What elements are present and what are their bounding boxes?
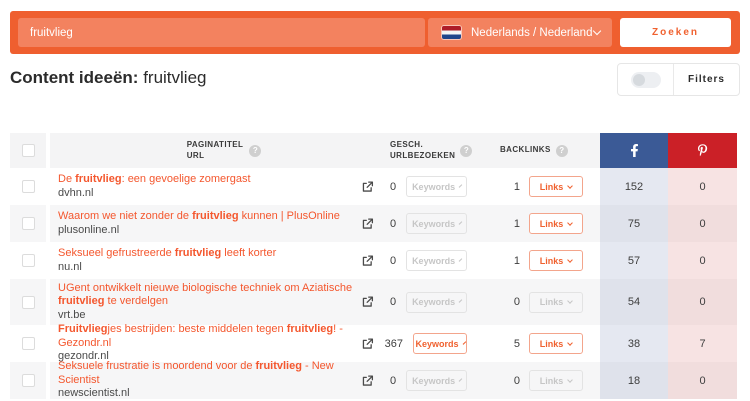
links-button-label: Links <box>539 297 564 307</box>
chevron-down-icon <box>459 184 463 188</box>
keywords-button[interactable] <box>406 292 467 313</box>
toggle-switch[interactable] <box>631 72 661 88</box>
column-visits-label-2: URLBEZOEKEN <box>390 150 456 160</box>
table-row <box>10 168 737 205</box>
netherlands-flag-icon <box>442 26 461 39</box>
language-selector[interactable] <box>428 18 612 47</box>
chevron-down-icon <box>567 377 573 383</box>
result-title[interactable]: UGent ontwikkelt nieuwe biologische techniek om Aziatische fruitvlieg te verdelgen <box>58 281 353 308</box>
result-domain: newscientist.nl <box>58 387 130 400</box>
facebook-count: 75 <box>627 217 641 230</box>
pinterest-icon <box>696 144 709 158</box>
links-button[interactable] <box>529 176 583 197</box>
pinterest-count-cell <box>668 362 737 399</box>
result-title[interactable]: De fruitvlieg: een gevoelige zomergast <box>58 173 251 186</box>
result-cell <box>50 242 390 279</box>
keywords-button[interactable] <box>406 370 467 391</box>
chevron-down-icon <box>567 183 573 189</box>
pinterest-count: 0 <box>699 217 706 230</box>
content-ideas-table <box>10 133 737 399</box>
facebook-count-cell <box>600 205 668 242</box>
result-cell <box>50 205 390 242</box>
page-title-label: Content ideeën: <box>10 68 139 87</box>
facebook-count-cell <box>600 279 668 325</box>
keywords-button[interactable] <box>413 333 467 354</box>
facebook-count-cell <box>600 325 668 362</box>
row-checkbox-cell <box>10 279 46 325</box>
external-link-icon[interactable] <box>361 337 374 350</box>
chevron-down-icon <box>567 340 573 346</box>
links-button[interactable] <box>529 292 583 313</box>
help-icon[interactable]: ? <box>556 145 568 157</box>
result-cell <box>50 168 390 205</box>
links-button[interactable] <box>529 370 583 391</box>
pinterest-count: 0 <box>699 180 706 193</box>
backlinks-cell <box>472 242 600 279</box>
backlinks-cell <box>472 279 600 325</box>
search-button[interactable]: Zoeken <box>620 18 731 47</box>
facebook-count: 18 <box>627 374 641 387</box>
visits-cell <box>390 168 472 205</box>
links-button-label: Links <box>539 218 564 229</box>
keywords-button-label: Keywords <box>412 375 456 386</box>
keywords-button-label: Keywords <box>412 255 456 266</box>
visits-cell <box>390 279 472 325</box>
external-link-icon[interactable] <box>361 296 374 309</box>
facebook-count-cell <box>600 242 668 279</box>
facebook-count: 38 <box>627 337 641 350</box>
result-title[interactable]: Seksueel gefrustreerde fruitvlieg leeft korter <box>58 247 277 260</box>
pinterest-count: 7 <box>699 337 706 350</box>
chevron-down-icon <box>459 221 463 225</box>
pinterest-count-cell <box>668 279 737 325</box>
row-checkbox-cell <box>10 205 46 242</box>
row-checkbox[interactable] <box>22 374 35 387</box>
row-checkbox[interactable] <box>22 296 35 309</box>
facebook-count: 57 <box>627 254 641 267</box>
chevron-down-icon <box>459 378 463 382</box>
pinterest-count: 0 <box>699 374 706 387</box>
visits-value: 0 <box>390 180 397 193</box>
filters-card <box>617 63 740 96</box>
result-domain: nu.nl <box>58 260 82 273</box>
search-input[interactable] <box>18 18 425 47</box>
column-backlinks <box>472 133 600 168</box>
external-link-icon[interactable] <box>361 374 374 387</box>
column-title-url <box>50 133 390 168</box>
table-row <box>10 242 737 279</box>
external-link-icon[interactable] <box>361 180 374 193</box>
column-est-visits <box>390 133 472 168</box>
visits-cell <box>390 205 472 242</box>
table-row <box>10 279 737 325</box>
external-link-icon[interactable] <box>361 254 374 267</box>
backlinks-value: 1 <box>513 254 520 267</box>
result-domain: plusonline.nl <box>58 223 120 236</box>
column-title-label: PAGINATITEL <box>186 139 244 149</box>
row-checkbox-cell <box>10 325 46 362</box>
page-title-query: fruitvlieg <box>143 68 207 87</box>
page-title <box>10 68 207 88</box>
column-visits-label-1: GESCH. <box>390 139 424 149</box>
row-checkbox[interactable] <box>22 217 35 230</box>
keywords-button-label: Keywords <box>412 181 456 192</box>
table-row <box>10 362 737 399</box>
table-row <box>10 325 737 362</box>
pinterest-count-cell <box>668 168 737 205</box>
result-domain: vrt.be <box>58 308 86 321</box>
help-icon[interactable]: ? <box>460 145 472 157</box>
visits-value: 367 <box>384 337 403 350</box>
result-title[interactable]: Waarom we niet zonder de fruitvlieg kunnen | PlusOnline <box>58 210 340 223</box>
column-pinterest <box>668 133 737 168</box>
result-title[interactable]: Fruitvliegjes bestrijden: beste middelen tegen fruitvlieg! - Gezondr.nl <box>58 323 343 349</box>
header-checkbox-cell <box>10 133 46 168</box>
toggle-knob <box>633 74 645 86</box>
row-checkbox-cell <box>10 168 46 205</box>
chevron-down-icon <box>567 220 573 226</box>
facebook-count: 152 <box>624 180 644 193</box>
result-title[interactable]: Seksuele frustratie is moordend voor de fruitvlieg - New Scientist <box>58 360 334 386</box>
backlinks-cell <box>472 362 600 399</box>
language-label: Nederlands / Nederland <box>471 26 593 39</box>
keywords-button-label: Keywords <box>415 338 459 349</box>
keywords-button[interactable] <box>406 250 467 271</box>
row-checkbox-cell <box>10 242 46 279</box>
backlinks-value: 0 <box>513 374 520 387</box>
visits-value: 0 <box>390 374 397 387</box>
chevron-down-icon <box>459 258 463 262</box>
links-button[interactable] <box>529 333 583 354</box>
search-bar <box>10 11 740 54</box>
row-checkbox[interactable] <box>22 254 35 267</box>
backlinks-value: 1 <box>513 217 520 230</box>
table-row <box>10 205 737 242</box>
pinterest-count: 0 <box>699 296 706 308</box>
links-button[interactable] <box>529 250 583 271</box>
chevron-down-icon <box>593 27 601 35</box>
column-facebook <box>600 133 668 168</box>
backlinks-cell <box>472 205 600 242</box>
row-checkbox-cell <box>10 362 46 399</box>
links-button[interactable] <box>529 213 583 234</box>
external-link-icon[interactable] <box>361 217 374 230</box>
facebook-count: 54 <box>627 296 641 308</box>
visits-value: 0 <box>390 217 397 230</box>
visits-cell <box>390 362 472 399</box>
visits-cell <box>384 325 472 362</box>
chevron-down-icon <box>459 299 463 303</box>
row-checkbox[interactable] <box>22 337 35 350</box>
result-domain: dvhn.nl <box>58 186 94 199</box>
facebook-count-cell <box>600 168 668 205</box>
backlinks-value: 1 <box>513 180 520 193</box>
select-all-checkbox[interactable] <box>22 144 35 157</box>
keywords-button-label: Keywords <box>412 297 456 307</box>
result-cell <box>50 325 390 362</box>
keywords-button[interactable] <box>406 213 467 234</box>
pinterest-count-cell <box>668 325 737 362</box>
keywords-button-label: Keywords <box>412 218 456 229</box>
visits-value: 0 <box>390 254 397 267</box>
backlinks-value: 5 <box>513 337 520 350</box>
filters-toggle[interactable] <box>618 64 674 95</box>
facebook-count-cell <box>600 362 668 399</box>
backlinks-cell <box>472 325 600 362</box>
visits-cell <box>390 242 472 279</box>
help-icon[interactable]: ? <box>249 145 261 157</box>
chevron-down-icon <box>567 298 573 304</box>
table-header <box>10 133 737 168</box>
column-url-label: URL <box>186 150 205 160</box>
chevron-down-icon <box>462 341 466 345</box>
pinterest-count: 0 <box>699 254 706 267</box>
backlinks-value: 0 <box>513 296 520 308</box>
links-button-label: Links <box>539 338 564 349</box>
links-button-label: Links <box>539 181 564 192</box>
pinterest-count-cell <box>668 205 737 242</box>
facebook-icon <box>628 144 641 157</box>
result-cell <box>50 279 390 325</box>
chevron-down-icon <box>567 257 573 263</box>
links-button-label: Links <box>539 255 564 266</box>
backlinks-cell <box>472 168 600 205</box>
result-domain: gezondr.nl <box>58 350 109 363</box>
result-cell <box>50 362 390 399</box>
visits-value: 0 <box>390 296 397 308</box>
row-checkbox[interactable] <box>22 180 35 193</box>
keywords-button[interactable] <box>406 176 467 197</box>
filters-button[interactable]: Filters <box>687 74 725 85</box>
links-button-label: Links <box>539 375 564 386</box>
table-body <box>10 168 737 399</box>
pinterest-count-cell <box>668 242 737 279</box>
column-backlinks-label: BACKLINKS <box>500 145 551 155</box>
